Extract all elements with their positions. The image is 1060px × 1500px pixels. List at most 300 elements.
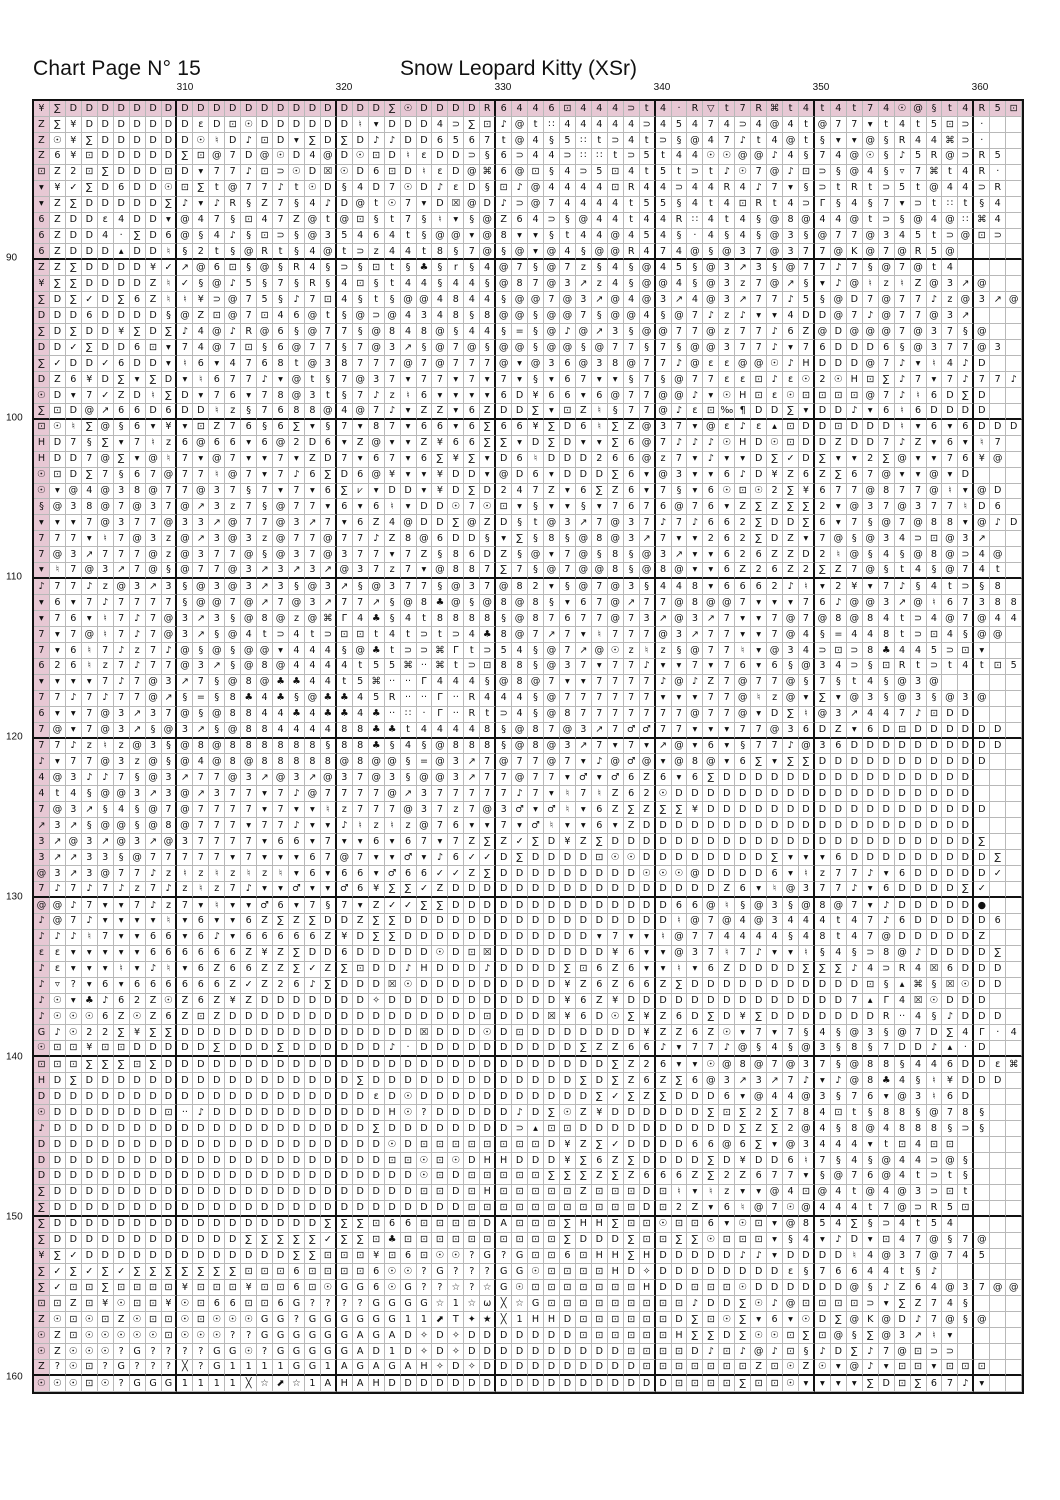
stitch-cell: D	[448, 946, 464, 962]
stitch-cell: 4	[831, 101, 847, 117]
stitch-cell: 6	[193, 914, 209, 930]
stitch-cell: 7	[895, 324, 911, 340]
stitch-cell: ♣	[82, 994, 98, 1010]
stitch-cell: Z	[831, 723, 847, 739]
stitch-cell: §	[863, 659, 879, 675]
stitch-cell: D	[560, 930, 576, 946]
column-number-label: 330	[494, 82, 512, 93]
stitch-cell: D	[496, 1041, 512, 1057]
stitch-cell: 4	[528, 213, 544, 229]
stitch-cell: 6	[464, 133, 480, 149]
stitch-cell: 3	[911, 1089, 927, 1105]
stitch-cell: 3	[98, 563, 114, 579]
stitch-cell: ¥	[82, 372, 98, 388]
stitch-cell: D	[50, 340, 66, 356]
stitch-cell: ▾	[767, 754, 783, 770]
stitch-cell: ⊡	[385, 165, 401, 181]
stitch-cell: ▾	[98, 898, 114, 914]
stitch-cell: D	[879, 786, 895, 802]
stitch-cell: D	[799, 452, 815, 468]
stitch-cell: ↗	[82, 802, 98, 818]
stitch-cell: D	[767, 1153, 783, 1169]
stitch-cell: @	[1006, 292, 1022, 308]
stitch-cell: D	[464, 994, 480, 1010]
stitch-cell: D	[847, 436, 863, 452]
stitch-cell: ☉	[608, 1009, 624, 1025]
stitch-cell: D	[146, 244, 162, 260]
stitch-cell: D	[193, 1089, 209, 1105]
stitch-cell: ▾	[401, 468, 417, 484]
stitch-cell: 6	[401, 866, 417, 882]
stitch-cell: D	[241, 1201, 257, 1217]
stitch-cell: ⊡	[783, 436, 799, 452]
stitch-cell: ∑	[385, 930, 401, 946]
stitch-cell: §	[974, 1105, 990, 1121]
stitch-cell: 3	[209, 579, 225, 595]
stitch-cell: z	[225, 866, 241, 882]
stitch-cell: D	[353, 994, 369, 1010]
stitch-cell: ☉	[34, 468, 50, 484]
stitch-cell: 7	[321, 786, 337, 802]
stitch-cell: 6	[544, 388, 560, 404]
stitch-cell: @	[544, 308, 560, 324]
stitch-cell: ♪	[863, 1360, 879, 1376]
stitch-cell: @	[608, 244, 624, 260]
stitch-cell: 7	[114, 611, 130, 627]
stitch-cell: 5	[640, 229, 656, 245]
stitch-cell: 3	[942, 308, 958, 324]
stitch-cell: §	[480, 340, 496, 356]
stitch-cell: D	[146, 165, 162, 181]
stitch-cell: 6	[942, 962, 958, 978]
stitch-cell: @	[50, 723, 66, 739]
stitch-cell: ⊡	[241, 1296, 257, 1312]
stitch-cell: ¥	[448, 452, 464, 468]
stitch-cell: 7	[321, 850, 337, 866]
stitch-cell: D	[480, 882, 496, 898]
stitch-cell: ♣	[337, 707, 353, 723]
stitch-cell: D	[448, 898, 464, 914]
stitch-cell: D	[496, 1073, 512, 1089]
stitch-cell: ☉	[528, 1264, 544, 1280]
stitch-cell: D	[177, 101, 193, 117]
stitch-cell: ⊡	[193, 1280, 209, 1296]
stitch-cell: 6	[305, 930, 321, 946]
stitch-cell: ☉	[656, 786, 672, 802]
stitch-cell: R	[464, 707, 480, 723]
stitch-cell: ∑	[942, 1025, 958, 1041]
stitch-cell: A	[337, 1360, 353, 1376]
stitch-cell: D	[432, 1201, 448, 1217]
stitch-cell: D	[544, 962, 560, 978]
stitch-cell: t	[417, 244, 433, 260]
stitch-cell: @	[241, 595, 257, 611]
stitch-cell: @	[751, 1201, 767, 1217]
stitch-cell: 5	[448, 133, 464, 149]
stitch-cell: ▾	[305, 882, 321, 898]
stitch-cell: D	[177, 133, 193, 149]
stitch-cell: ▾	[751, 659, 767, 675]
stitch-cell: §	[544, 133, 560, 149]
stitch-cell: D	[209, 1057, 225, 1073]
stitch-cell: G	[321, 1344, 337, 1360]
stitch-cell: D	[385, 484, 401, 500]
stitch-cell: 7	[911, 484, 927, 500]
stitch-cell: 7	[640, 356, 656, 372]
stitch-cell: ♮	[560, 802, 576, 818]
stitch-cell: ♪	[687, 1296, 703, 1312]
stitch-cell: ⊡	[209, 1280, 225, 1296]
stitch-cell: §	[417, 739, 433, 755]
stitch-cell: 6	[257, 930, 273, 946]
stitch-cell	[1006, 1185, 1022, 1201]
stitch-cell: ✧	[448, 1328, 464, 1344]
stitch-cell: ⊡	[672, 1344, 688, 1360]
stitch-cell: ▾	[751, 627, 767, 643]
stitch-cell: 3	[34, 834, 50, 850]
stitch-cell: ▾	[401, 372, 417, 388]
stitch-cell: D	[958, 739, 974, 755]
stitch-cell: Γ	[974, 1025, 990, 1041]
stitch-cell: ☉	[767, 436, 783, 452]
stitch-cell	[1006, 946, 1022, 962]
stitch-cell: 7	[162, 802, 178, 818]
stitch-cell: §	[879, 675, 895, 691]
stitch-cell: 3	[719, 292, 735, 308]
stitch-cell: ▾	[464, 229, 480, 245]
stitch-cell: ⊡	[544, 1296, 560, 1312]
stitch-cell: ⊡	[942, 1185, 958, 1201]
stitch-cell: 8	[337, 356, 353, 372]
stitch-cell: D	[337, 468, 353, 484]
stitch-cell: ε	[687, 404, 703, 420]
stitch-cell: 7	[672, 420, 688, 436]
stitch-cell: ∑	[305, 914, 321, 930]
stitch-cell: G	[353, 1312, 369, 1328]
stitch-cell	[1006, 1360, 1022, 1376]
stitch-cell: 8	[257, 739, 273, 755]
stitch-cell: 4	[273, 308, 289, 324]
stitch-cell: ⊡	[464, 1217, 480, 1233]
stitch-cell: ▾	[799, 850, 815, 866]
stitch-cell: Z	[50, 229, 66, 245]
stitch-cell: ∷	[576, 149, 592, 165]
stitch-cell: @	[177, 643, 193, 659]
stitch-cell: 8	[369, 420, 385, 436]
stitch-cell: @	[608, 229, 624, 245]
stitch-cell: D	[831, 1009, 847, 1025]
stitch-cell: @	[177, 308, 193, 324]
stitch-cell: §	[448, 324, 464, 340]
stitch-cell: D	[257, 1201, 273, 1217]
stitch-cell: ☉	[193, 1328, 209, 1344]
stitch-cell: ☉	[162, 181, 178, 197]
stitch-cell: @	[958, 292, 974, 308]
stitch-cell: 3	[66, 547, 82, 563]
stitch-cell: §	[401, 260, 417, 276]
stitch-cell: ⊃	[911, 197, 927, 213]
stitch-cell: D	[687, 1089, 703, 1105]
stitch-cell: @	[528, 181, 544, 197]
stitch-cell: 7	[385, 181, 401, 197]
stitch-cell: D	[369, 1344, 385, 1360]
stitch-cell: @	[225, 181, 241, 197]
stitch-cell: @	[480, 595, 496, 611]
stitch-cell: ↗	[624, 595, 640, 611]
stitch-cell: ⊡	[401, 1153, 417, 1169]
stitch-cell: ▾	[98, 914, 114, 930]
stitch-cell: R	[879, 1009, 895, 1025]
stitch-cell: ♪	[672, 356, 688, 372]
stitch-cell: Z	[656, 1025, 672, 1041]
stitch-cell: ♪	[895, 388, 911, 404]
stitch-cell: 4	[656, 213, 672, 229]
stitch-cell: D	[672, 1121, 688, 1137]
stitch-cell: ·	[114, 229, 130, 245]
stitch-cell: 4	[480, 691, 496, 707]
stitch-cell: ⊡	[958, 1201, 974, 1217]
stitch-cell: @	[927, 468, 943, 484]
stitch-cell: ▴	[942, 1041, 958, 1057]
stitch-cell: D	[417, 930, 433, 946]
stitch-cell: ∑	[66, 260, 82, 276]
stitch-cell: @	[369, 468, 385, 484]
stitch-cell: §	[130, 770, 146, 786]
stitch-cell: t	[209, 244, 225, 260]
stitch-cell: @	[640, 436, 656, 452]
stitch-cell: §	[496, 244, 512, 260]
stitch-cell: ✓	[608, 1089, 624, 1105]
stitch-cell: 6	[114, 356, 130, 372]
stitch-cell: ♣	[369, 739, 385, 755]
stitch-cell: Z	[608, 786, 624, 802]
stitch-cell: ▾	[273, 643, 289, 659]
stitch-cell: §	[385, 595, 401, 611]
stitch-cell: ▾	[751, 643, 767, 659]
stitch-cell: ▾	[385, 547, 401, 563]
stitch-cell: ▾	[703, 659, 719, 675]
stitch-cell: D	[417, 978, 433, 994]
stitch-cell: t	[863, 181, 879, 197]
stitch-cell: 7	[448, 834, 464, 850]
stitch-cell: @	[257, 260, 273, 276]
stitch-cell: Z	[799, 324, 815, 340]
stitch-cell: D	[815, 754, 831, 770]
stitch-cell: D	[544, 1137, 560, 1153]
stitch-cell: D	[528, 1073, 544, 1089]
stitch-cell: ♮	[321, 802, 337, 818]
stitch-cell: D	[751, 404, 767, 420]
stitch-cell: D	[799, 818, 815, 834]
stitch-cell: ▾	[417, 563, 433, 579]
stitch-cell: 7	[241, 181, 257, 197]
stitch-cell: @	[576, 356, 592, 372]
stitch-cell: @	[432, 739, 448, 755]
stitch-cell: Z	[209, 1009, 225, 1025]
stitch-cell: 7	[257, 484, 273, 500]
stitch-cell: Z	[353, 436, 369, 452]
stitch-cell: D	[130, 1137, 146, 1153]
stitch-cell: Z	[193, 308, 209, 324]
stitch-cell: D	[560, 1073, 576, 1089]
stitch-cell: 6	[241, 930, 257, 946]
stitch-cell: D	[592, 1233, 608, 1249]
stitch-cell: 7	[703, 914, 719, 930]
stitch-cell: ☉	[82, 1328, 98, 1344]
stitch-cell: ∑	[162, 324, 178, 340]
stitch-cell: D	[177, 1169, 193, 1185]
stitch-cell: ☉	[432, 1249, 448, 1265]
stitch-cell: @	[815, 117, 831, 133]
stitch-cell: =	[512, 324, 528, 340]
stitch-cell: G	[289, 1296, 305, 1312]
stitch-cell: @	[146, 547, 162, 563]
stitch-cell: ☉	[209, 1328, 225, 1344]
stitch-cell: D	[177, 1137, 193, 1153]
stitch-cell: D	[624, 882, 640, 898]
stitch-cell: 7	[162, 850, 178, 866]
stitch-cell: ▿	[895, 165, 911, 181]
stitch-cell: 4	[337, 404, 353, 420]
stitch-cell: D	[193, 1169, 209, 1185]
stitch-cell: ▾	[512, 818, 528, 834]
stitch-cell: 7	[257, 404, 273, 420]
stitch-cell: ↗	[257, 563, 273, 579]
stitch-cell: D	[225, 1089, 241, 1105]
stitch-cell: ¥	[560, 1009, 576, 1025]
stitch-cell: §	[847, 1328, 863, 1344]
stitch-cell: @	[927, 308, 943, 324]
stitch-cell: 2	[863, 452, 879, 468]
stitch-cell: 4	[82, 484, 98, 500]
stitch-cell: ⊡	[369, 260, 385, 276]
stitch-cell: D	[958, 754, 974, 770]
stitch-cell: D	[273, 1121, 289, 1137]
stitch-cell: @	[783, 675, 799, 691]
stitch-cell: D	[225, 1121, 241, 1137]
stitch-cell: 7	[130, 898, 146, 914]
stitch-cell: ✓	[990, 866, 1006, 882]
stitch-cell: ♪	[241, 133, 257, 149]
stitch-cell: @	[799, 1201, 815, 1217]
stitch-cell	[990, 244, 1006, 260]
stitch-cell: ¥	[98, 1296, 114, 1312]
stitch-cell: 4	[1006, 611, 1022, 627]
stitch-cell: 6	[369, 1264, 385, 1280]
stitch-cell: ⊃	[321, 627, 337, 643]
stitch-cell: ⊡	[50, 404, 66, 420]
stitch-cell	[990, 1217, 1006, 1233]
stitch-cell: ⊡	[560, 1296, 576, 1312]
stitch-cell: @	[337, 213, 353, 229]
stitch-cell: G	[273, 1312, 289, 1328]
stitch-cell: 6	[560, 1249, 576, 1265]
stitch-cell: §	[209, 675, 225, 691]
stitch-cell: @	[847, 213, 863, 229]
stitch-cell: @	[735, 356, 751, 372]
stitch-cell: t	[257, 627, 273, 643]
stitch-cell: 6	[767, 563, 783, 579]
stitch-cell: D	[815, 818, 831, 834]
stitch-cell: ?	[480, 1264, 496, 1280]
stitch-cell: D	[958, 866, 974, 882]
stitch-cell: D	[353, 1153, 369, 1169]
stitch-cell: ∑	[751, 531, 767, 547]
stitch-cell: 6	[496, 388, 512, 404]
stitch-cell: D	[146, 1217, 162, 1233]
stitch-cell: §	[958, 1169, 974, 1185]
stitch-cell: 7	[974, 372, 990, 388]
stitch-cell: @	[895, 946, 911, 962]
stitch-cell: D	[703, 1264, 719, 1280]
stitch-cell: D	[369, 1025, 385, 1041]
stitch-cell	[974, 1328, 990, 1344]
stitch-cell: ✧	[417, 1344, 433, 1360]
stitch-cell: @	[432, 340, 448, 356]
stitch-cell: 6	[799, 723, 815, 739]
stitch-cell: 6	[130, 420, 146, 436]
stitch-cell: D	[241, 1121, 257, 1137]
stitch-cell: ╳	[177, 1360, 193, 1376]
stitch-cell: D	[576, 850, 592, 866]
stitch-cell: D	[241, 1073, 257, 1089]
stitch-cell: 4	[927, 133, 943, 149]
stitch-cell: D	[927, 1025, 943, 1041]
stitch-cell: D	[496, 1025, 512, 1041]
stitch-cell: D	[576, 866, 592, 882]
stitch-cell: Z	[50, 1328, 66, 1344]
stitch-cell: ⊃	[480, 643, 496, 659]
stitch-cell: D	[751, 866, 767, 882]
stitch-cell: H	[528, 1312, 544, 1328]
stitch-cell: 6	[241, 420, 257, 436]
stitch-cell	[1006, 914, 1022, 930]
stitch-cell: @	[560, 308, 576, 324]
stitch-cell: D	[815, 723, 831, 739]
stitch-cell: ⊃	[847, 643, 863, 659]
stitch-cell: G	[528, 1296, 544, 1312]
stitch-cell: ♣	[273, 675, 289, 691]
stitch-cell: 7	[560, 643, 576, 659]
stitch-cell: 7	[608, 675, 624, 691]
stitch-cell: D	[783, 786, 799, 802]
stitch-cell: 4	[512, 484, 528, 500]
stitch-cell: D	[799, 436, 815, 452]
stitch-cell: 7	[273, 213, 289, 229]
stitch-cell: D	[337, 1041, 353, 1057]
stitch-cell: 4	[624, 117, 640, 133]
stitch-cell: 7	[369, 802, 385, 818]
stitch-cell: ¥	[942, 1073, 958, 1089]
stitch-cell: ∑	[783, 754, 799, 770]
row-number-label: 100	[6, 412, 23, 424]
stitch-cell: §	[130, 818, 146, 834]
stitch-cell: @	[544, 707, 560, 723]
stitch-cell: D	[464, 930, 480, 946]
stitch-cell: D	[464, 1328, 480, 1344]
stitch-cell: D	[177, 117, 193, 133]
stitch-cell: 3	[592, 356, 608, 372]
stitch-cell: D	[799, 308, 815, 324]
stitch-cell: ▾	[273, 882, 289, 898]
stitch-cell: D	[432, 1344, 448, 1360]
stitch-cell: @	[576, 324, 592, 340]
stitch-cell: §	[911, 579, 927, 595]
stitch-cell: 6	[130, 292, 146, 308]
stitch-cell: D	[592, 882, 608, 898]
stitch-cell: 6	[225, 436, 241, 452]
stitch-cell: ⊡	[958, 1360, 974, 1376]
